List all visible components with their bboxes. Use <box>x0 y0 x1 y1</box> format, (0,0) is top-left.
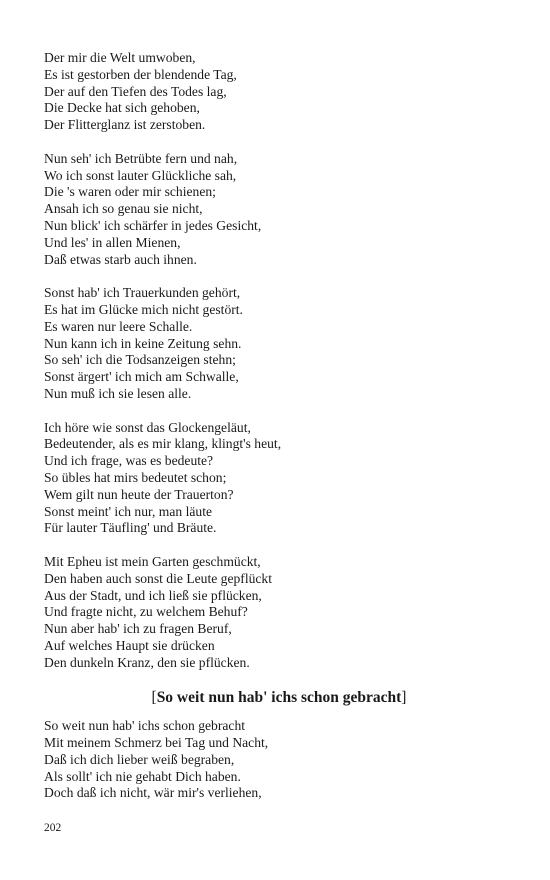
poem-line: Und les' in allen Mienen, <box>44 234 181 250</box>
poem-line: Die 's waren oder mir schienen; <box>44 184 216 200</box>
poem-line: Den haben auch sonst die Leute gepflückt <box>44 570 272 586</box>
poem-line: Bedeutender, als es mir klang, klingt's heut, <box>44 436 282 452</box>
poem-line: Es ist gestorben der blendende Tag, <box>44 66 237 82</box>
poem-line: Der Flitterglanz ist zerstoben. <box>44 117 206 133</box>
poem-line: Und fragte nicht, zu welchem Behuf? <box>44 604 248 620</box>
poem-line: Wem gilt nun heute der Trauerton? <box>44 486 234 502</box>
poem-line: Wo ich sonst lauter Glückliche sah, <box>44 167 237 183</box>
poem-line: Als sollt' ich nie gehabt Dich haben. <box>44 768 241 784</box>
page-number: 202 <box>44 822 62 834</box>
poem-text <box>44 50 514 819</box>
poem-line: Die Decke hat sich gehoben, <box>44 100 200 116</box>
poem-line: Ansah ich so genau sie nicht, <box>44 201 203 217</box>
stanza <box>44 420 514 538</box>
poem-line: Der auf den Tiefen des Todes lag, <box>44 83 227 99</box>
poem-line: Der mir die Welt umwoben, <box>44 50 196 65</box>
title-text: So weit nun hab' ichs schon gebracht <box>156 689 402 707</box>
poem-line: Mit meinem Schmerz bei Tag und Nacht, <box>44 735 269 751</box>
poem-line: Nun muß ich sie lesen alle. <box>44 385 192 401</box>
poem-line: Daß ich dich lieber weiß begraben, <box>44 751 235 767</box>
poem-line: Sonst hab' ich Trauerkunden gehört, <box>44 285 241 301</box>
poem-line: Und ich frage, was es bedeute? <box>44 453 214 469</box>
poem-line: So weit nun hab' ichs schon gebracht <box>44 718 246 734</box>
poem-line: Doch daß ich nicht, wär mir's verliehen, <box>44 785 262 801</box>
poem-line: So übles hat mirs bedeutet schon; <box>44 469 227 485</box>
poem-line: Nun aber hab' ich zu fragen Beruf, <box>44 621 232 637</box>
poem-line: Für lauter Täufling' und Bräute. <box>44 520 217 536</box>
stanza <box>44 718 514 802</box>
poem-line: Ich höre wie sonst das Glockengeläut, <box>44 419 251 435</box>
title-open-bracket: [ <box>151 689 157 707</box>
poem-line: Sonst meint' ich nur, man läute <box>44 503 213 519</box>
poem-line: Daß etwas starb auch ihnen. <box>44 251 197 267</box>
poem-line: Nun blick' ich schärfer in jedes Gesicht, <box>44 217 262 233</box>
stanza <box>44 285 514 403</box>
poem-line: Mit Epheu ist mein Garten geschmückt, <box>44 553 261 569</box>
section-title <box>44 688 514 708</box>
stanza <box>44 50 514 134</box>
poem-line: So seh' ich die Todsanzeigen stehn; <box>44 352 236 368</box>
title-close-bracket: ] <box>401 689 407 707</box>
poem-line: Nun seh' ich Betrübte fern und nah, <box>44 150 238 166</box>
poem-line: Es hat im Glücke mich nicht gestört. <box>44 301 243 317</box>
poem-line: Es waren nur leere Schalle. <box>44 318 193 334</box>
poem-line: Auf welches Haupt sie drücken <box>44 637 215 653</box>
stanza <box>44 554 514 672</box>
poem-line: Nun kann ich in keine Zeitung sehn. <box>44 335 242 351</box>
stanza <box>44 151 514 269</box>
poem-line: Aus der Stadt, und ich ließ sie pflücken, <box>44 587 262 603</box>
poem-line: Sonst ärgert' ich mich am Schwalle, <box>44 369 239 385</box>
poem-line: Den dunkeln Kranz, den sie pflücken. <box>44 654 250 670</box>
